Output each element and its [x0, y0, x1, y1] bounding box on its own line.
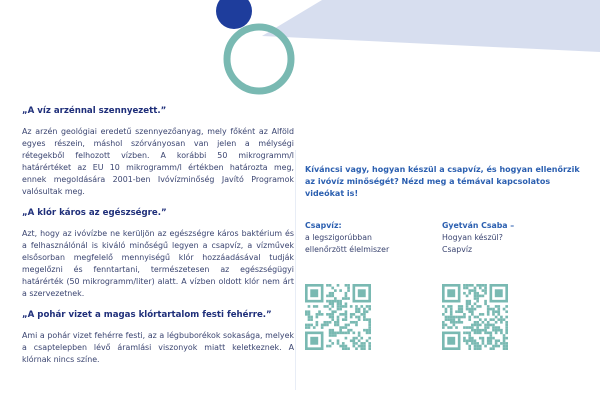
section-text-arsenic: Az arzén geológiai eredetű szennyezőanyag, mely főként az Alföld egyes részein, máshol szórványosan van jelen a mélységi rétegekből felhozott vízben. A korábbi 50 mikrogramm/l határértéket az EU 10 mikrogramm/l értékben határozta meg, ennek megoldására 2001-ben Ivóvízminőség Javító Programok valósultak meg.	[22, 127, 294, 197]
section-text-white-glass: Ami a pohár vizet fehérre festi, az a légbuborékok sokasága, melyek a csaptelepben lévő áramlási viszonyok miatt keletkeznek. A klórnak nincs színe.	[22, 331, 294, 365]
header-decoration	[0, 0, 600, 110]
qr-code-icon[interactable]	[305, 284, 371, 350]
video-panel	[305, 164, 585, 254]
myths-column	[22, 106, 294, 375]
column-divider	[295, 150, 296, 390]
section-heading-chlorine: „A klór káros az egészségre.”	[22, 207, 167, 218]
blue-dot-graphic	[216, 0, 252, 29]
video-title-2: Gyetván Csaba –	[442, 221, 515, 230]
video-subtitle-1b: ellenőrzött élelmiszer	[305, 245, 390, 254]
light-beam-graphic	[262, 0, 600, 52]
video-caption-2	[442, 220, 572, 256]
section-heading-arsenic: „A víz arzénnal szennyezett.”	[22, 106, 167, 116]
qr-code-icon[interactable]	[442, 284, 508, 350]
video-title-1: Csapvíz:	[305, 221, 342, 230]
section-text-chlorine: Azt, hogy az ivóvízbe ne kerüljön az egészségre káros baktérium és a felhasználónál is kiváló minőségű legyen a csapvíz, a vízművek elsősorban megfelelő mennyiségű klór hozzáadásával tudják megelőzni és fenntartani, természetesen az egészségügyi határérték (50 mikrogramm/liter) alatt. A vízben oldott klór nem árt a szervezetnek.	[22, 228, 294, 299]
video-subtitle-2a: Hogyan készül?	[442, 233, 503, 242]
teal-ring-graphic	[227, 27, 291, 91]
video-subtitle-1a: a legszigorúbban	[305, 233, 372, 242]
video-caption-1	[305, 220, 435, 256]
section-heading-white-glass: „A pohár vizet a magas klórtartalom festi fehérre.”	[22, 310, 272, 321]
video-intro-text: Kíváncsi vagy, hogyan készül a csapvíz, és hogyan ellenőrzik az ivóvíz minőségét? Nézd meg a témával kapcsolatos videókat is!	[305, 165, 580, 198]
video-subtitle-2b: Csapvíz	[442, 245, 473, 254]
